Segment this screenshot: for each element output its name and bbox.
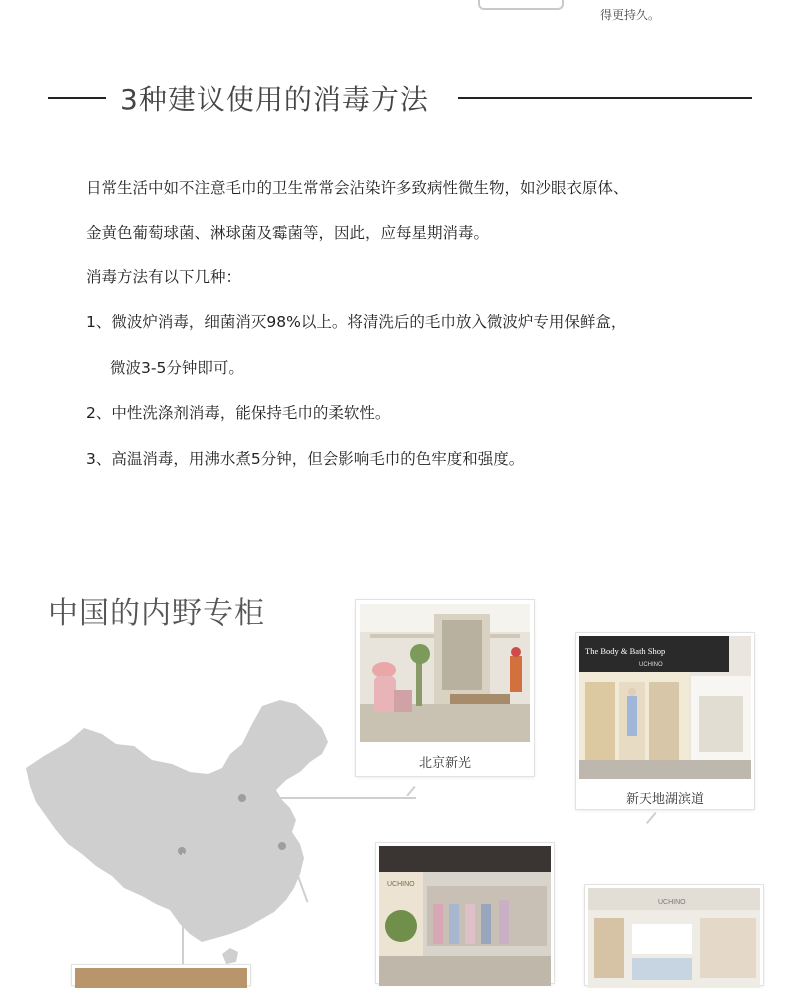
paragraph-line-4: 1、微波炉消毒，细菌消灭98%以上。将清洗后的毛巾放入微波炉专用保鲜盒， <box>86 313 627 331</box>
paragraph-line-3: 消毒方法有以下几种： <box>86 268 242 286</box>
shop-sign-sub: UCHINO <box>639 662 663 668</box>
south-leader-line <box>182 853 184 971</box>
paragraph-line-1: 日常生活中如不注意毛巾的卫生常常会沾染许多致病性微生物，如沙眼衣原体、 <box>86 179 629 197</box>
store3-sign: UCHINO <box>387 881 415 888</box>
paragraph-line-6: 2、中性洗涤剂消毒，能保持毛巾的柔软性。 <box>86 404 391 422</box>
title-rule-right <box>458 97 752 99</box>
store-card-beijing <box>356 600 534 776</box>
store-caption-xintiandi: 新天地湖滨道 <box>625 792 704 807</box>
beijing-leader-tail <box>406 786 415 796</box>
store-card-5 <box>72 965 250 985</box>
store-caption-beijing: 北京新光 <box>418 756 471 771</box>
paragraph-line-5: 微波3-5分钟即可。 <box>110 359 244 377</box>
title-rule-left <box>48 97 106 99</box>
xintiandi-leader-tail <box>646 812 657 824</box>
top-note-text: 得更持久。 <box>600 8 661 22</box>
store-card-xintiandi <box>576 633 754 809</box>
paragraph-line-2: 金黄色葡萄球菌、淋球菌及霉菌等，因此，应每星期消毒。 <box>86 224 490 242</box>
store-photo-3 <box>379 846 551 986</box>
paragraph-line-7: 3、高温消毒，用沸水煮5分钟，但会影响毛巾的色牢度和强度。 <box>86 450 525 468</box>
store-card-3 <box>376 843 554 983</box>
store-photo-5 <box>75 968 247 988</box>
section-title: 3种建议使用的消毒方法 <box>120 83 429 116</box>
store-photo-xintiandi <box>579 636 751 779</box>
beijing-leader-line <box>246 797 416 799</box>
china-map <box>24 698 344 971</box>
store4-sign: UCHINO <box>658 899 686 906</box>
store-photo-4 <box>588 888 760 988</box>
store-card-4 <box>585 885 763 985</box>
shop-sign-text: The Body & Bath Shop <box>585 646 666 656</box>
store-photo-beijing <box>360 604 530 742</box>
product-outline-graphic <box>478 0 564 10</box>
stores-title: 中国的内野专柜 <box>48 596 265 631</box>
